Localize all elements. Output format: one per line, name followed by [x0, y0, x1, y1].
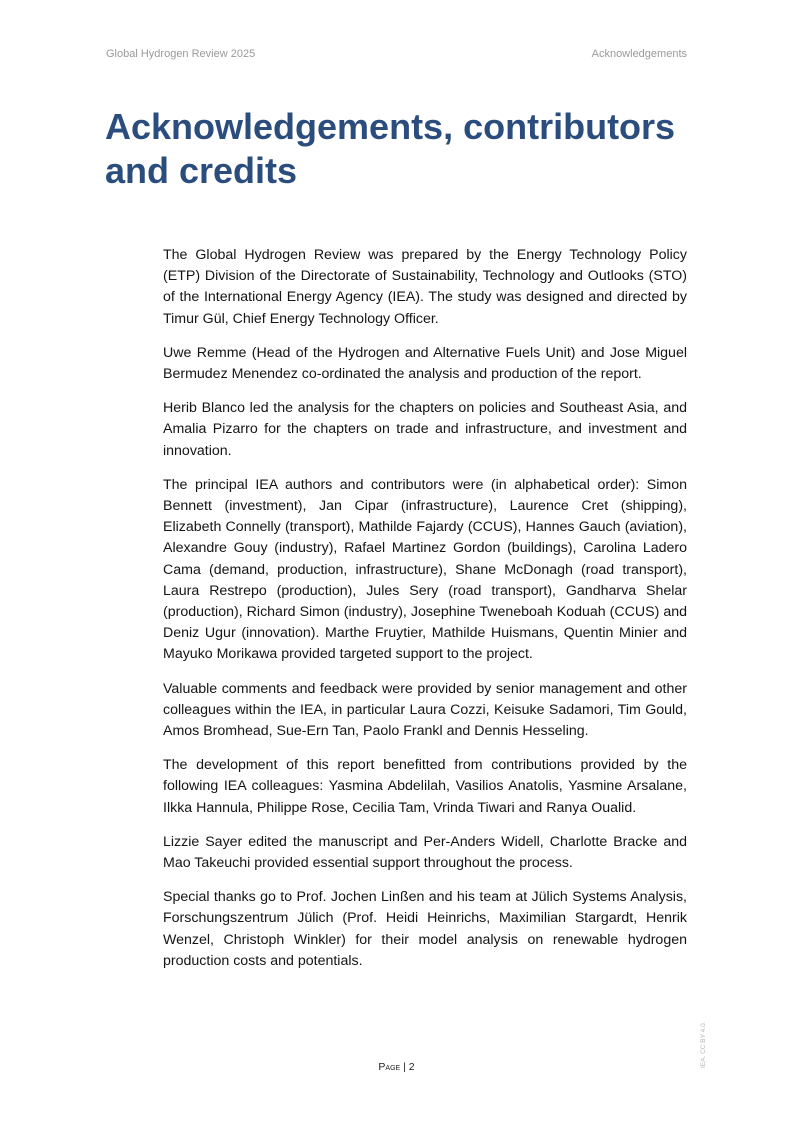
- paragraph: The Global Hydrogen Review was prepared by the Energy Technology Policy (ETP) Division of the Directorate of Sustainability, Technology and Outlooks (STO) of the International Energy Agency (IEA). The study was designed and directed by Timur Gül, Chief Energy Technology Officer.: [163, 247, 687, 327]
- page-title: Acknowledgements, contributors and credits: [105, 106, 676, 191]
- paragraph: Valuable comments and feedback were provided by senior management and other colleagues within the IEA, in particular Laura Cozzi, Keisuke Sadamori, Tim Gould, Amos Bromhead, Sue-Ern Tan, Paolo Frankl and Dennis Hesseling.: [163, 680, 687, 740]
- running-header-title: Global Hydrogen Review 2025: [106, 48, 256, 60]
- running-header-section: Acknowledgements: [591, 48, 687, 60]
- page-number: [0, 1061, 793, 1073]
- paragraph: The principal IEA authors and contributors were (in alphabetical order): Simon Bennett (investment), Jan Cipar (infrastructure), Laurence Cret (shipping), Elizabeth Connelly (transport), Mathilde Fajardy (CCUS), Hannes Gauch (aviation), Alexandre Gouy (industry), Rafael Martinez Gordon (buildings), Carolina Ladero Cama (demand, production, infrastructure), Shane McDonagh (road transport), Laura Restrepo (production), Jules Sery (road transport), Gandharva Shelar (production), Richard Simon (industry), Josephine Tweneboah Koduah (CCUS) and Deniz Ugur (innovation). Marthe Fruytier, Mathilde Huismans, Quentin Minier and Mayuko Morikawa provided targeted support to the project.: [163, 476, 687, 663]
- page-separator: |: [400, 1061, 409, 1073]
- paragraph: Special thanks go to Prof. Jochen Linßen and his team at Jülich Systems Analysis, Forschungszentrum Jülich (Prof. Heidi Heinrichs, Maximilian Stargardt, Henrik Wenzel, Christoph Winkler) for their model analysis on renewable hydrogen production costs and potentials.: [163, 889, 687, 969]
- paragraph: The development of this report benefitted from contributions provided by the following IEA colleagues: Yasmina Abdelilah, Vasilios Anatolis, Yasmine Arsalane, Ilkka Hannula, Philippe Rose, Cecilia Tam, Vrinda Tiwari and Ranya Oualid.: [163, 757, 687, 816]
- paragraph: Herib Blanco led the analysis for the chapters on policies and Southeast Asia, and Amalia Pizarro for the chapters on trade and infrastructure, and investment and innovation.: [163, 400, 687, 459]
- paragraph: Lizzie Sayer edited the manuscript and Per-Anders Widell, Charlotte Bracke and Mao Takeuchi provided essential support throughout the process.: [163, 833, 687, 872]
- page-label: Page: [378, 1061, 401, 1073]
- acknowledgements-body: [163, 245, 687, 985]
- paragraph: Uwe Remme (Head of the Hydrogen and Alternative Fuels Unit) and Jose Miguel Bermudez Menendez co-ordinated the analysis and production of the report.: [163, 344, 687, 383]
- license-notice: IEA. CC BY 4.0.: [700, 1021, 707, 1068]
- page-number-value: 2: [408, 1061, 415, 1073]
